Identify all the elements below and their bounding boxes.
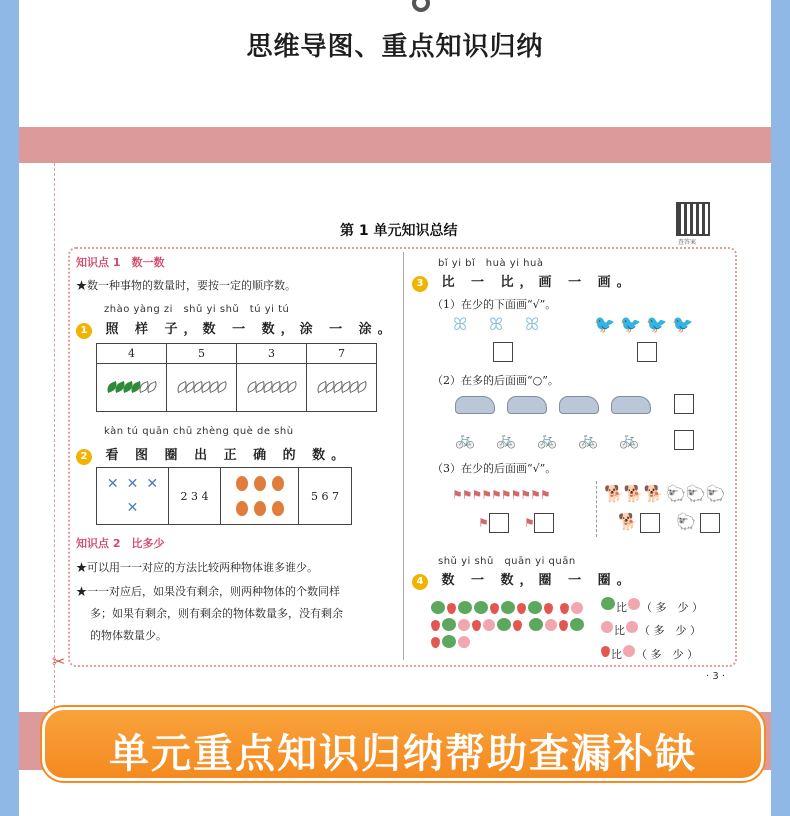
- strawberry-icon: [601, 646, 610, 657]
- peach-icon: [623, 645, 635, 657]
- promo-banner: [42, 707, 764, 781]
- bicycle-icon: 🚲: [496, 430, 516, 449]
- answer-box-puppy[interactable]: [640, 513, 660, 533]
- page-number: · 3 ·: [706, 671, 726, 682]
- answer-box-bicycles[interactable]: [674, 430, 694, 450]
- leaf-cell[interactable]: [307, 364, 377, 412]
- puppy-icon: 🐕🐕🐕: [604, 484, 664, 503]
- q4-number-badge: 4: [412, 574, 428, 590]
- q3-text: 比 一 比，画 一 画。: [441, 275, 636, 290]
- compare-choice[interactable]: （ 多 少 ）: [636, 648, 698, 661]
- answer-box-cars[interactable]: [674, 394, 694, 414]
- flag-icon: ⚑: [524, 516, 534, 530]
- car-icon: [455, 396, 495, 414]
- car-icon: [559, 396, 599, 414]
- bicycle-icon: 🚲: [537, 430, 557, 449]
- number-choice-a[interactable]: 2 3 4: [169, 468, 221, 524]
- q3-number-badge: 3: [412, 276, 428, 292]
- peach-icon: [601, 621, 613, 633]
- bicycle-icon: 🚲: [455, 430, 475, 449]
- scissors-icon: ✂: [52, 652, 66, 671]
- circle-number-table: [96, 467, 352, 525]
- q3-part-3: （3）在少的后面画“√”。: [432, 462, 557, 475]
- kp2-note-2b: 多；如果有剩余，则有剩余的物体数量多，没有剩余: [90, 607, 343, 620]
- lamb-icon: 🐑: [676, 512, 696, 531]
- puppy-icon: 🐕: [618, 512, 638, 531]
- count-number: 7: [307, 344, 377, 364]
- kp1-note: ★数一种事物的数量时，要按一定的顺序数。: [76, 279, 296, 292]
- compare-row-melon: 比 （ 多 少 ）: [600, 596, 703, 615]
- count-number: 5: [167, 344, 237, 364]
- number-choice-b[interactable]: 5 6 7: [311, 489, 339, 503]
- answer-box-birds[interactable]: [637, 342, 657, 362]
- compare-choice[interactable]: （ 多 少 ）: [641, 601, 703, 614]
- peach-icon: [628, 598, 640, 610]
- flags-icon: ⚑⚑⚑⚑⚑⚑⚑⚑⚑⚑: [452, 488, 550, 502]
- answer-box-flags-2[interactable]: [534, 513, 554, 533]
- pink-band-top: [19, 127, 771, 163]
- q3-part-1: （1）在少的下面画“√”。: [432, 298, 557, 311]
- compare-row-peach: 比 （ 多 少 ）: [600, 620, 701, 638]
- q4-heading: [412, 569, 636, 590]
- kp2-note-1: ★可以用一一对应的方法比较两种物体谁多谁少。: [76, 561, 318, 574]
- knowledge-point-2: 知识点 2 比多少: [76, 537, 165, 550]
- count-table: [96, 343, 377, 412]
- butterfly-icon: ꕤ: [489, 315, 504, 335]
- bird-icon: 🐦: [646, 315, 668, 335]
- lamb-icon: 🐑🐑🐑: [666, 484, 726, 503]
- q2-number-badge: 2: [76, 449, 92, 465]
- egg-cell: [221, 468, 299, 524]
- banner-text: 单元重点知识归纳帮助查漏补缺: [109, 731, 697, 777]
- butterfly-icon: ꕤ: [453, 315, 468, 335]
- q1-text: 照 样 子，数 一 数，涂 一 涂。: [105, 322, 397, 337]
- bird-icon: 🐦: [672, 315, 694, 335]
- car-icon: [611, 396, 651, 414]
- answer-box-lamb[interactable]: [700, 513, 720, 533]
- compare-row-strawberry: 比 （ 多 少 ）: [600, 644, 698, 662]
- leaf-cell[interactable]: [97, 364, 167, 412]
- hole-punch-dot: [412, 0, 430, 12]
- knowledge-point-1: 知识点 1 数一数: [76, 256, 165, 269]
- left-side-bar: [0, 0, 19, 816]
- shuttlecock-cell: ✕ ✕ ✕ ✕: [97, 468, 169, 524]
- q3-part-2: （2）在多的后面画“○”。: [432, 374, 559, 387]
- q2-text: 看 图 圈 出 正 确 的 数。: [105, 448, 351, 463]
- q2-pinyin: kàn tú quān chū zhèng què de shù: [104, 426, 294, 437]
- count-number: 3: [237, 344, 307, 364]
- q1-number-badge: 1: [76, 323, 92, 339]
- q3-part-3-divider: [596, 481, 597, 537]
- fruit-pile: [430, 600, 590, 651]
- q4-pinyin: shǔ yi shǔ quān yi quān: [438, 556, 576, 567]
- kp2-note-2a: ★一一对应后，如果没有剩余，则两种物体的个数同样: [76, 585, 340, 598]
- qr-code-icon[interactable]: [676, 202, 710, 236]
- bicycle-icon: 🚲: [578, 430, 598, 449]
- bird-icon: 🐦: [620, 315, 642, 335]
- q3-heading: [412, 271, 636, 292]
- butterfly-icon: ꕤ: [525, 315, 540, 335]
- answer-box-butterflies[interactable]: [493, 342, 513, 362]
- car-icon: [507, 396, 547, 414]
- flag-icon: ⚑: [478, 516, 488, 530]
- leaf-cell[interactable]: [237, 364, 307, 412]
- compare-choice[interactable]: （ 多 少 ）: [639, 624, 701, 637]
- q1-pinyin: zhào yàng zi shǔ yi shǔ tú yi tú: [104, 304, 290, 315]
- bird-icon: 🐦: [594, 315, 616, 335]
- q2-heading: [76, 444, 350, 465]
- right-side-bar: [771, 0, 790, 816]
- watermelon-icon: [601, 597, 615, 610]
- page-title: 第 1 单元知识总结: [340, 223, 458, 239]
- column-divider: [403, 252, 404, 660]
- leaf-cell[interactable]: [167, 364, 237, 412]
- kp2-note-2c: 的物体数量少。: [90, 629, 167, 642]
- q3-pinyin: bǐ yi bǐ huà yi huà: [438, 258, 544, 269]
- main-title: 思维导图、重点知识归纳: [246, 32, 544, 62]
- q1-heading: [76, 318, 397, 339]
- q4-text: 数 一 数，圈 一 圈。: [441, 573, 636, 588]
- qr-caption: 查答案: [678, 239, 697, 246]
- answer-box-flags-1[interactable]: [489, 513, 509, 533]
- bicycle-icon: 🚲: [619, 430, 639, 449]
- peach-icon: [626, 621, 638, 633]
- count-number: 4: [97, 344, 167, 364]
